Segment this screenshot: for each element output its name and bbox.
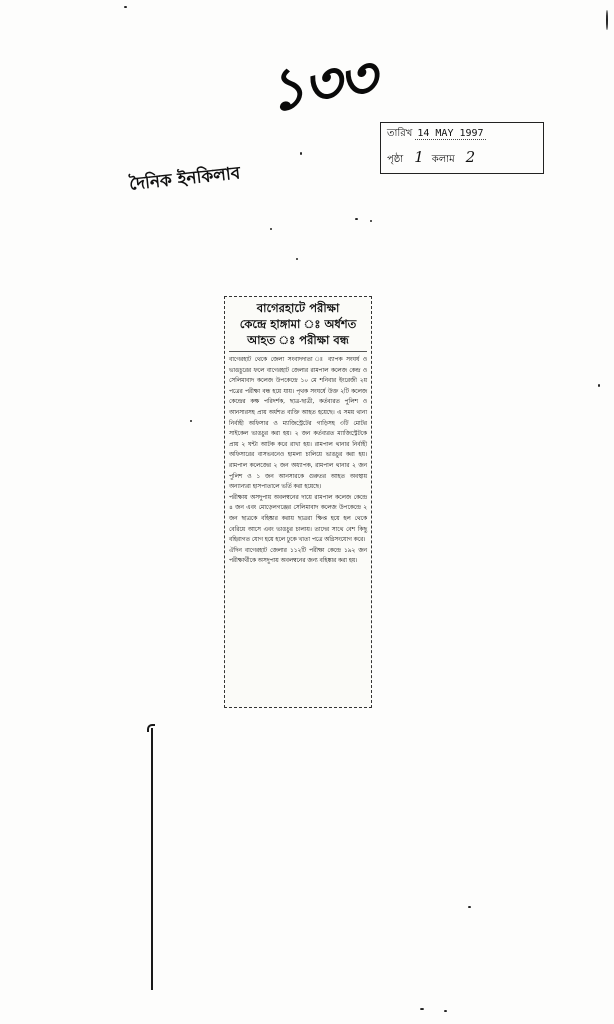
clipping-paragraph: বাগেরহাট থেকে জেলা সংবাদদাতা ঃ ব্যাপক সংঘর্ষ ও ভাঙচুরের ফলে বাগেরহাট জেলার রামপাল কলেজ কেন্দ্র ও সেলিমাবাদ কলেজ উপকেন্দ্রে ১০ মে শনিবার ইংরেজী ২য় পত্রের পরীক্ষা বন্ধ হয়ে যায়। পৃথক সংঘর্ষে উক্ত ২টি কলেজ কেন্দ্রের কক্ষ পরিদর্শক, ছাত্র-ছাত্রী, কর্তব্যরত পুলিশ ও আনসারসহ প্রায় অর্ধশত ব্যক্তি আহত হয়েছে। এ সময় থানা নির্বাহী অফিসার ও ম্যাজিস্ট্রেটের গাড়িসহ ৩টি মোটর সাইকেল ভাঙচুর করা হয়। ২ জন কর্তব্যরত ম্যাজিস্ট্রেটকে প্রায় ২ ঘন্টা আটক করে রাখা হয়। রামপাল থানার নির্বাহী অফিসারের বাসভবনেও হামলা চালিয়ে ভাঙচুর করা হয়। রামপাল কলেজের ২ জন অধ্যাপক, রামপাল থানার ২ জন পুলিশ ও ১ জন আনসারকে গুরুতর আহত অবস্থায় অন্যান্যরা হাসপাতালে ভর্তি করা হয়েছে। <box>229 357 367 491</box>
scan-speck <box>190 420 192 422</box>
stamp-date-value: 14 MAY 1997 <box>417 128 484 139</box>
stamp-column-value: 2 <box>465 148 476 166</box>
date-stamp <box>380 122 544 174</box>
newspaper-clipping <box>224 296 372 708</box>
scan-speck <box>300 152 302 155</box>
scan-speck <box>370 220 372 222</box>
headline-line: আহত ঃ পরীক্ষা বন্ধ <box>247 333 349 347</box>
scan-speck <box>296 258 298 260</box>
scan-speck <box>420 1008 424 1010</box>
stamp-date-label: তারিখ <box>387 128 413 139</box>
scan-speck <box>444 1010 447 1012</box>
stamp-column-label: কলাম <box>431 154 455 165</box>
clipping-paragraph: পরীক্ষায় অসদুপায় অবলম্বনের দায়ে রামপাল কলেজ কেন্দ্রে ৪ জন এবং মোড়েলগঞ্জের সেলিমাবাদ কলেজ উপকেন্দ্রে ২ জন ছাত্রকে বহিষ্কার করায় ছাত্ররা ক্ষিপ্ত হয়ে হল থেকে বেরিয়ে আসে এবং ভাঙচুর চালায়। তাদের সাথে বেশ কিছু বহিরাগত যোগ হয়ে হলে ঢুকে খাতা পত্রে অগ্নিসংযোগ করে। <box>229 494 367 544</box>
handwritten-page-number: ১৩৩ <box>263 42 379 126</box>
scan-speck <box>124 6 127 8</box>
stamp-page-value: 1 <box>414 148 424 166</box>
stamp-date-row <box>387 126 537 148</box>
stamp-page-column-row <box>387 148 537 170</box>
newspaper-name: দৈনিক ইনকিলাব <box>128 163 242 195</box>
scan-speck <box>355 218 358 220</box>
clipping-headline <box>229 300 367 352</box>
stamp-page-label: পৃষ্ঠা <box>387 154 404 165</box>
scan-speck <box>606 10 608 30</box>
scan-speck <box>468 906 471 908</box>
scan-speck <box>270 228 272 230</box>
clipping-paragraph: ঐদিন বাগেরহাট জেলার ১১২টি পরীক্ষা কেন্দ্রে ১৯২ জন পরীক্ষার্থীকে অসদুপায় অবলম্বনের জন্য বহিষ্কার করা হয়। <box>229 547 367 565</box>
scan-speck <box>598 384 600 387</box>
margin-vertical-line <box>151 728 153 990</box>
headline-line: বাগেরহাটে পরীক্ষা <box>256 301 340 315</box>
headline-line: কেন্দ্রে হাঙ্গামা ঃ অর্ধশত <box>239 317 357 331</box>
